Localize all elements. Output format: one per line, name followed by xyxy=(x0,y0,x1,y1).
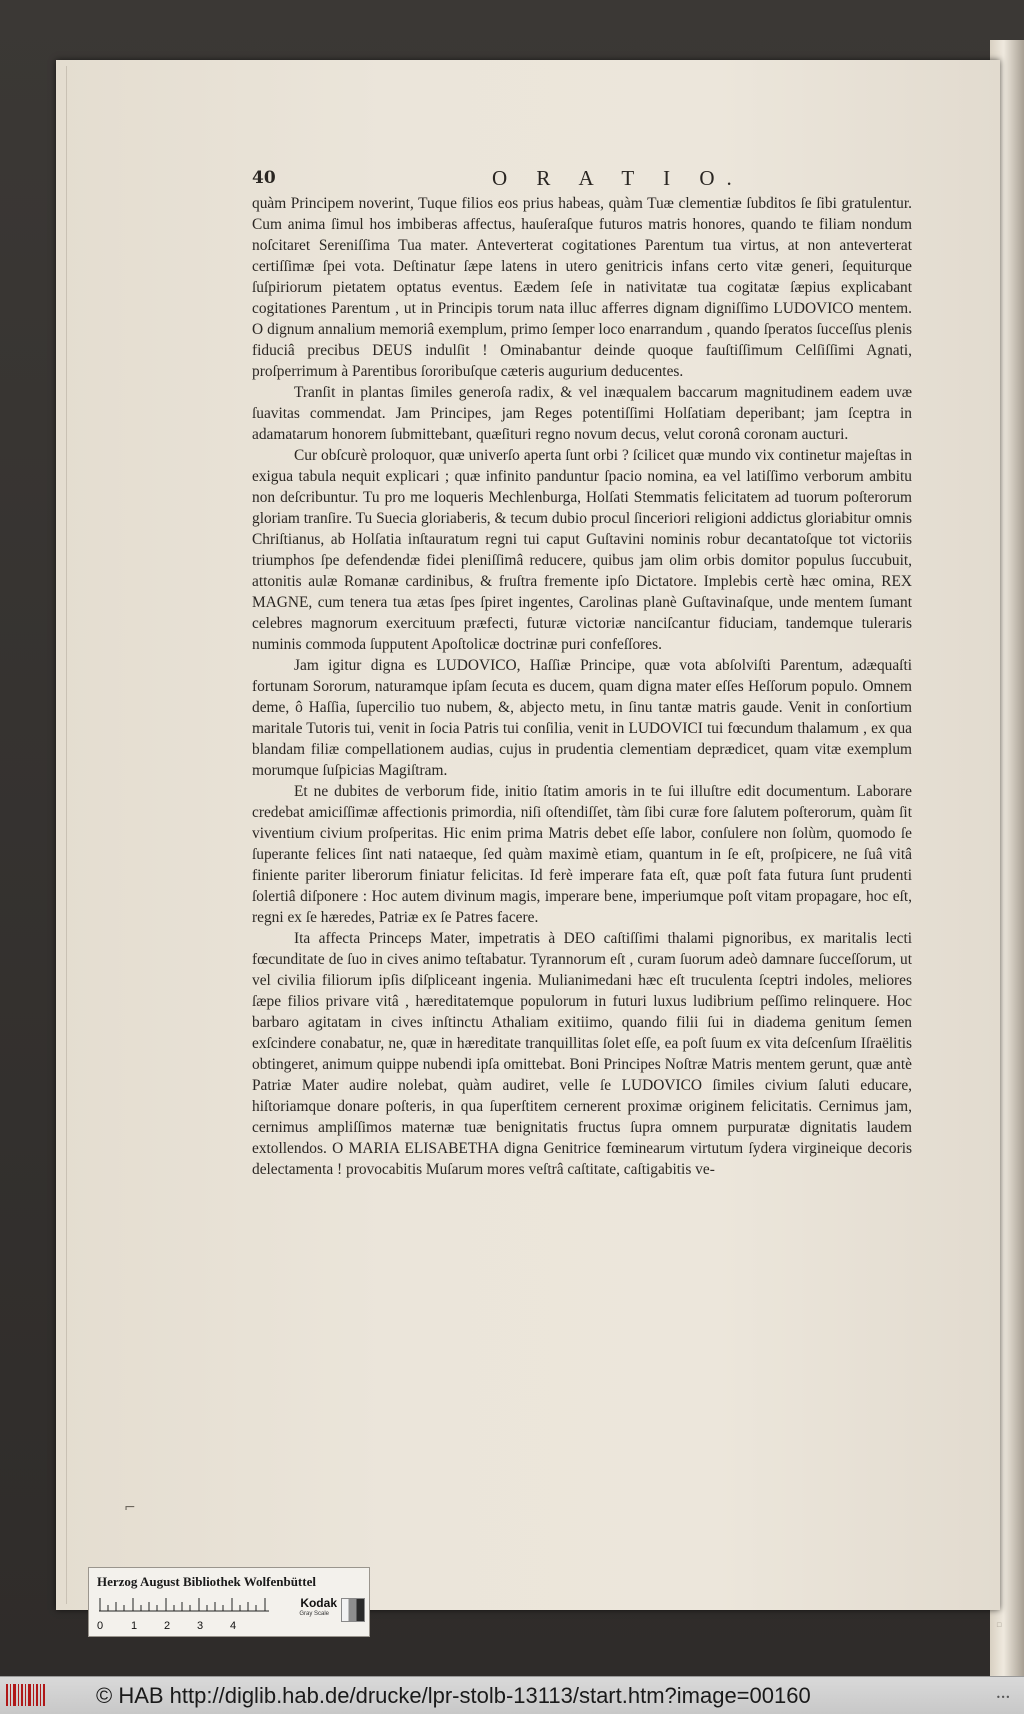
color-scale-card xyxy=(88,1567,370,1637)
kodak-label: Kodak xyxy=(300,1596,337,1610)
source-url[interactable]: © HAB http://diglib.hab.de/drucke/lpr-stolb-13113/start.htm?image=00160 xyxy=(96,1683,811,1708)
page-number: 40 xyxy=(252,168,276,188)
running-title: O R A T I O. xyxy=(492,166,744,190)
edge-tag: ▫ xyxy=(996,1620,1003,1630)
ruler-number-0: 0 xyxy=(97,1620,104,1632)
library-name: Herzog August Bibliothek Wolfenbüttel xyxy=(97,1574,316,1589)
pencil-mark: ⌐ xyxy=(124,1500,136,1516)
barcode-icon xyxy=(6,1682,46,1708)
footer-dots: ••• xyxy=(996,1693,1011,1702)
ruler-number-4: 4 xyxy=(230,1620,237,1632)
ruler-icon xyxy=(99,1598,269,1612)
gray-scale-label: Gray Scale xyxy=(299,1611,329,1617)
ruler-number-2: 2 xyxy=(164,1620,171,1632)
paragraph-5: Et ne dubites de verborum fide, initio ſtatim amoris in te ſui illuſtre edit documentum. Laborare credebat amiciſſimæ affectionis primordia, niſi oſtendiſſet, tàm ſibi curæ fore ſalutem poſterorum, quàm ſit viventium civium proſperitas. Hic enim prima Matris debet eſſe labor, conſulere non ſolùm, quomodo ſe ſuperante felices ſint nati nataeque, ſed quàm maximè etiam, quantum in ſe eſt, proſpicere, ne ſuâ vitâ finiente pariter liberorum finiatur felicitas. Id ferè imperare fata eſt, quæ poſt fata futura ſunt prudenti ſolertiâ diſponere : Hoc autem divinum magis, imperare bene, imperiumque poſt vitam propagare, hoc eſt, regni ex ſe hæredes, Patriæ ex ſe Patres facere. xyxy=(252,783,912,926)
paragraph-3: Cur obſcurè proloquor, quæ univerſo aperta ſunt orbi ? ſcilicet quæ mundo vix continetur majeſtas in exigua tabula nequit explicari ; quæ infinito panduntur ſpacio nomina, ea vel latiſſimo verborum ambitu non deſcribuntur. Tu pro me loqueris Mechlenburga, Holſati Stemmatis felicitatem ad tuorum poſterorum gloriam tranſire. Tu Suecia gloriaberis, & tecum dubio procul ſinceriori religioni addictus gloriabitur omnis Chriſtianus, ab Holſatia inſtauratum regni tui caput Guſtavini nominis robur decantatoſque tot victoriis triumphos ſpe defendendæ fidei pleniſſimâ reducere, quibus jam olim orbis domitor populus ſuccubuit, attonitis aulæ Romanæ cardinibus, & fruſtra fremente ipſo Dictatore. Implebis certè hæc omina, REX MAGNE, cum tenera tua ætas ſpes ſpiret ingentes, Carolinas planè Guſtavinaſque, unde mentem ſumant celebres magnorum exercituum præfecti, futuræ victoriæ nanciſcantur fiduciam, tandemque tuleraris numinis commoda ſupputent Apoſtolicæ doctrinæ puri confeſſores. xyxy=(252,447,912,653)
footer-bar xyxy=(0,1676,1024,1714)
paragraph-2: Tranſit in plantas ſimiles generoſa radix, & vel inæqualem baccarum magnitudinem eadem uvæ ſuavitas commendat. Jam Principes, jam Reges potentiſſimi Holſatiam deperibant; jam ſceptra in adamatarum honorem ſubmittebant, quæſituri regno novum decus, velut coronâ coronam aucturi. xyxy=(252,384,912,443)
ruler-number-1: 1 xyxy=(131,1620,138,1632)
paragraph-1: quàm Principem noverint, Tuque filios eos prius habeas, quàm Tuæ clementiæ ſubditos ſe ſibi gratulentur. Cum anima ſimul hos imbiberas affectus, hauſeraſque futuros matris honores, quando te filiam nondum noſcitaret Sereniſſima Tua mater. Anteverterat cogitationes Parentum tua virtus, at non anteverterat certiſſimæ ſpei vota. Deſtinatur ſæpe latens in utero genitricis infans certo vitæ generi, ſequiturque ſuſpiriorum pietatem optatus eventus. Eædem ſeſe in nativitatæ tua cogitatæ ſæpius explicabant cogitationes Parentum , ut in Principis torum nata illuc afferres dignam digniſſimo LUDOVICO mentem. O dignum annalium memoriâ exemplum, primo ſemper loco enarrandum , quando ſperatos ſucceſſus plenis fiduciâ precibus DEUS indulſit ! Ominabantur deinde quoque fauſtiſſimum Celſiſſimi Agnati, proſperrimum à Parentibus ſororibuſque cæteris augurium deducentes. xyxy=(252,195,912,380)
running-head xyxy=(252,166,912,192)
ruler-numbers xyxy=(95,1620,275,1634)
paragraph-4: Jam igitur digna es LUDOVICO, Haſſiæ Principe, quæ vota abſolviſti Parentum, adæquaſti fortunam Sororum, naturamque ipſam ſecuta es ducem, quam digna mater eſſes Heſſorum populo. Omnem deme, ô Haſſia, ſupercilio tuo nubem, &, abjecto metu, in ſinu tantæ matris gaude. Venit in conſortium maritale Tutoris tui, venit in ſocia Patris tui conſilia, venit in LUDOVICI tui fœcundum thalamum , ex qua blandam filiæ compellationem audias, cujus in prudentia clementiam deprædicet, quam vitæ exemplum morumque ſuſpicias Magiſtram. xyxy=(252,657,912,779)
ruler-number-3: 3 xyxy=(197,1620,204,1632)
gray-scale-patch xyxy=(341,1598,365,1622)
body-text xyxy=(252,193,912,1180)
paragraph-6: Ita affecta Princeps Mater, impetratis à DEO caſtiſſimi thalami pignoribus, ex maritalis lecti fœcunditate de ſuo in cives animo teſtabatur. Tyrannorum eſt , curam ſuorum adeò damnare ſucceſſorum, ut vel civilia filiorum ipſis diſpliceant ingenia. Mulianimedani hæc eſt truculenta ſceptri indoles, meliores ſæpe filios privare vitâ , hæreditatemque populorum in futuri luxus ludibrium peſſimo relinquere. Hoc barbaro agitatam in cives inſtinctu Athaliam exitiimo, quando filii ſui in diadema genitum ſemen exſcindere conabatur, ne, quæ in hæreditate tranquillitas ſolet eſſe, ea poſt ſuum ex vita deſcenſum Iſraëlitis obtingeret, animum quippe nubendi ipſa omittebat. Boni Principes Noſtræ Matris mentem gerunt, quæ antè Patriæ Mater audire nolebat, quàm audiret, velle ſe LUDOVICO ſimiles civium ſaluti educare, hiſtoriamque donare poſteris, in qua ſuperſtitem cernerent proximæ originem felicitatis. Cernimus jam, cernimus ampliſſimos maternæ tuæ benignitatis fructus ſupra omnem purpuratæ dignitatis laudem extollendos. O MARIA ELISABETHA digna Genitrice fœminearum virtutum ſydera virgineique decoris delectamenta ! provocabitis Muſarum mores veſtrâ caſtitate, caſtigabitis ve- xyxy=(252,930,912,1178)
